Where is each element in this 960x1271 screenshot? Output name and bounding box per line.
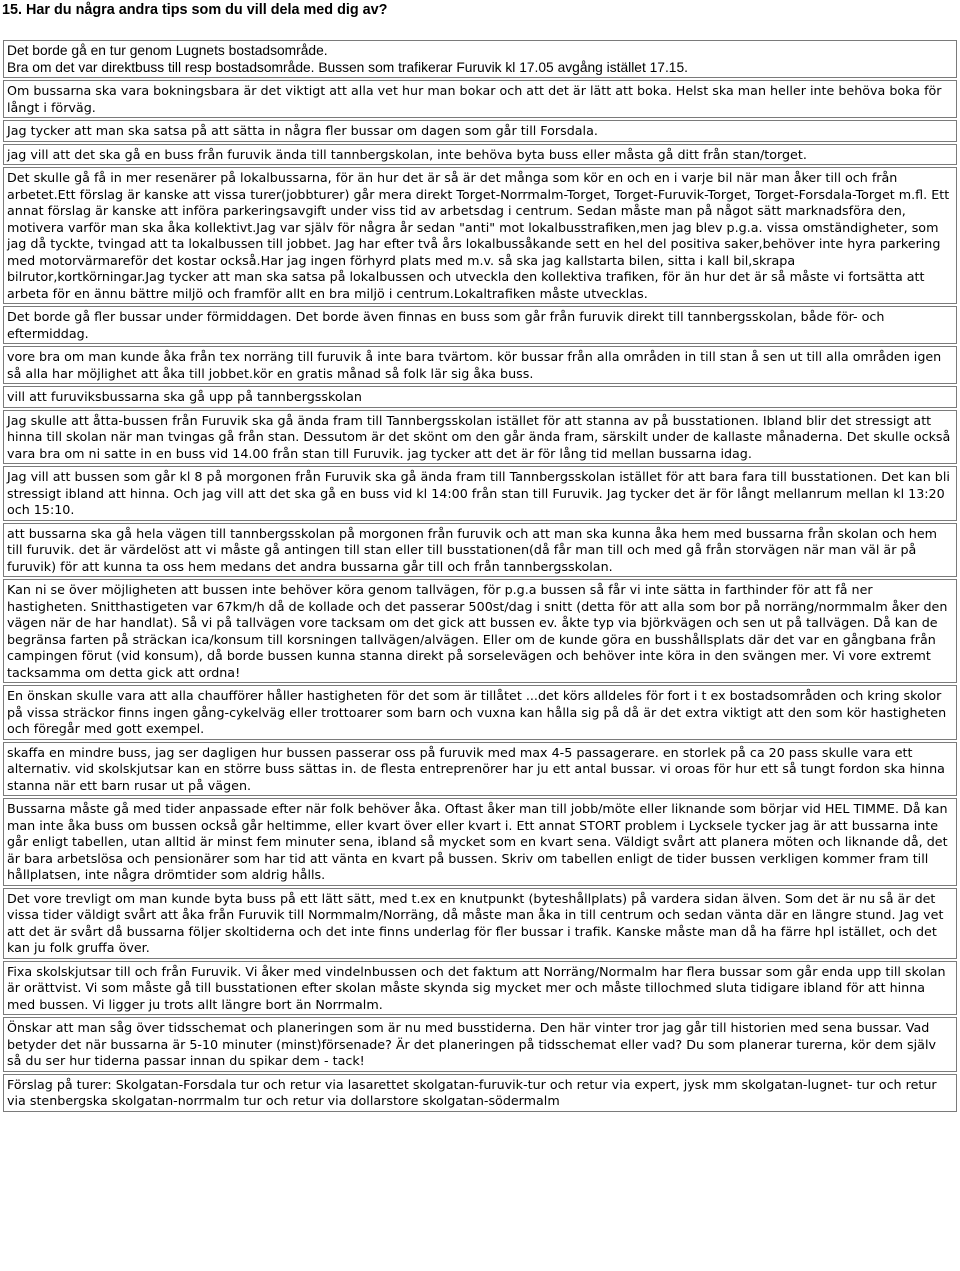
answer-text: Det vore trevligt om man kunde byta buss på ett lätt sätt, med t.ex en knutpunkt (byteshållplats) på vardera sidan älven. Som det är nu så är det vissa tider väldigt svårt att åka från Furuvik till Normmalm/Norräng, då måste man åka in till centrum och sedan vänta där en längre stund. Jag vet att det är svårt då bussarna följer skoltiderna och det inte finns underlag för fler bussar i trafik. Kanske måste man då ha färre hpl istället, och det kan ju folk gruffa över. <box>7 890 944 955</box>
answer-box <box>3 80 957 118</box>
answer-box <box>3 346 957 384</box>
answer-text: Det borde gå en tur genom Lugnets bostadsområde. <box>7 43 328 58</box>
answer-text: Det skulle gå få in mer resenärer på lokalbussarna, för än hur det är så är det många som kör en och en i varje bil när man åker till och från arbetet.Ett förslag är kanske att vissa turer(jobbturer) går mera direkt Torget-Norrmalm-Torget, Torget-Furuvik-Torget, Torget-Forsdala-Torget m.fl. Ett annat förslag är kanske att införa parkeringsavgift under viss tid av arbetsdag i centrum. Sedan måste man på något sätt marknadsföra den, motivera varför man ska åka kollektivt.Jag var själv för några år sedan "anti" mot lokalbusstrafiken,men jag blev p.g.a. vissa omständigheter, som jag då tyckte, tvingad att ta lokalbussen till jobbet. Jag har efter två års lokalbussåkande sett en hel del positiva saker,behöver inte hyra parkering med motorvärmareför det kostar också.Har jag ingen förhyrd plats med m.v. så ska jag kallstarta bilen, sitta i kall bil,skrapa bilrutor,kortkörningar.Jag tycker att man ska satsa på lokalbussen och utveckla den kollektiva trafiken, för än hur det är så måste vi fortsätta att arbeta för en ännu bättre miljö och framför allt en bra miljö i centrum.Lokaltrafiken måste utvecklas. <box>7 170 950 301</box>
answer-box <box>3 1074 957 1112</box>
answer-box <box>3 120 957 142</box>
answer-text: Om bussarna ska vara bokningsbara är det viktigt att alla vet hur man bokar och att det är lätt att boka. Helst ska man heller inte behöva boka för långt i förväg. <box>7 83 942 115</box>
answer-text: Jag tycker att man ska satsa på att sätta in några fler bussar om dagen som går till Forsdala. <box>7 123 598 138</box>
answer-text: Kan ni se över möjligheten att bussen inte behöver köra genom tallvägen, för p.g.a bussen så får vi inte sätta in farthinder för att få ner hastigheten. Snitthastigeten var 67km/h då de kollade och det passerar 500st/dag i snitt (detta för att alla som bor på norräng/normmalm åker den vägen när de har handlat). Så vi på tallvägen vore tacksam om det gick att bussen ev. åkte typ via björkvägen och sen ut på tallvägen. Då kan de begränsa farten på sträckan ica/konsum till korsningen tallvägen/alvägen. Eller om de kunde göra en busshållsplats där det var en gångbana från campingen förut (vid konsum), då borde bussen kunna stanna direkt på sorselevägen och behöver inte köra in den svängen mer. Vi vore extremt tacksamma om detta gick att ordna! <box>7 582 948 680</box>
answer-text: Jag skulle att åtta-bussen från Furuvik ska gå ända fram till Tannbergsskolan istället för att stanna av på busstationen. Ibland blir det stressigt att hinna till skolan när man tvingas gå från stan. Dessutom är det skönt om den går ända fram, särskilt under de kallaste månaderna. Det skulle också vara bra om ni satte in en buss vid 14.00 från stan till Furuvik. jag tycker att det är för lång tid mellan bussarna idag. <box>7 412 951 461</box>
answer-text: Bra om det var direktbuss till resp bostadsområde. Bussen som trafikerar Furuvik kl 17.05 avgång istället 17.15. <box>7 59 688 75</box>
answer-text: vore bra om man kunde åka från tex norräng till furuvik å inte bara tvärtom. kör bussar från alla områden in till stan å sen ut till alla områden igen så alla har möjlighet att åka till jobbet.kör en gratis månad så folk lär sig åka buss. <box>7 349 942 381</box>
answer-text: skaffa en mindre buss, jag ser dagligen hur bussen passerar oss på furuvik med max 4-5 passagerare. en storlek på ca 20 pass skulle vara ett alternativ. vid skolskjutsar kan en större buss sättas in. de flesta entreprenörer har ju ett antal bussar. vi oroas för hur ett så tungt fordon ska hinna stanna när ett barn rusar ut på vägen. <box>7 744 945 793</box>
answer-box <box>3 40 957 78</box>
answer-box <box>3 306 957 344</box>
answer-box <box>3 888 957 959</box>
answer-box <box>3 466 957 521</box>
answers-list <box>3 40 957 1114</box>
answer-box <box>3 167 957 304</box>
answer-text: Jag vill att bussen som går kl 8 på morgonen från Furuvik ska gå ända fram till Tannbergsskolan istället för att bara fara till busstationen. Det kan bli stressigt ibland att hinna. Och jag vill att det ska gå en buss vid kl 14:00 från stan till Furuvik. Jag tycker det är för långt mellanrum mellan kl 13:20 och 15:10. <box>7 469 950 517</box>
answer-box <box>3 961 957 1016</box>
answer-box <box>3 410 957 465</box>
answer-text: Bussarna måste gå med tider anpassade efter när folk behöver åka. Oftast åker man till jobb/möte eller liknande som börjar vid HEL TIMME. Då kan man inte åka buss om bussen också går heltimme, eller kvart över eller kvart i. Ett annat STORT problem i Lycksele tycker jag är att bussarna inte går enligt tabellen, utan alltid är minst fem minuter sena, ibland så mycket som en kvart sena. Väldigt svårt att planera möten och liknande då, det är bara arbetslösa och pensionärer som har tid att vänta en kvart på bussen. Skriv om tabellen enligt de tider bussen verkligen kommer fram till hållplatsen, inte några drömtider som aldrig hålls. <box>7 801 948 882</box>
answer-box <box>3 685 957 740</box>
answer-text: Förslag på turer: Skolgatan-Forsdala tur och retur via lasarettet skolgatan-furuvik-tur och retur via expert, jysk mm skolgatan-lugnet- tur och retur via stenbergska skolgatan-norrmalm tur och retur via dollarstore skolgatan-södermalm <box>7 1076 937 1108</box>
answer-text: Det borde gå fler bussar under förmiddagen. Det borde även finnas en buss som går från furuvik direkt till tannbergsskolan, både för- och eftermiddag. <box>7 309 885 341</box>
answer-box <box>3 798 957 886</box>
answer-text: Önskar att man såg över tidsschemat och planeringen som är nu med busstiderna. Den här vinter tror jag går till historien med sena bussar. Vad betyder det när bussarna är 5-10 minuter (minst)försenade? Är det planeringen på tidsschemat eller vad? Du som planerar turerna, kör dem själv så du ser hur tiderna passar innan du spikar dem - tack! <box>7 1020 936 1068</box>
answer-box <box>3 523 957 578</box>
answer-text: Fixa skolskjutsar till och från Furuvik. Vi åker med vindelnbussen och det faktum att Norräng/Normalm har flera bussar som går enda upp till skolan är orättvist. Vi som måste gå till busstationen efter skolan måste skynda sig mycket mer och måste tillochmed sluta tidigare ibland för att hinna med bussen. Vi ligger ju trots allt längre bort än Norrmalm. <box>7 963 946 1012</box>
answer-text: En önskan skulle vara att alla chaufförer håller hastigheten för det som är tillåtet ...det körs alldeles för fort i t ex bostadsområden och kring skolor på vissa sträckor finns ingen gång-cykelväg eller trottoarer som barn och vuxna kan hålla sig på då är det extra viktigt att den som kör hastigheten och föregår med gott exempel. <box>7 688 947 736</box>
answer-text: jag vill att det ska gå en buss från furuvik ända till tannbergskolan, inte behöva byta buss eller måsta gå ditt från stan/torget. <box>7 146 807 162</box>
question-title: 15. Har du några andra tips som du vill dela med dig av? <box>2 2 388 18</box>
answer-box <box>3 1017 957 1072</box>
answer-text: vill att furuviksbussarna ska gå upp på tannbergsskolan <box>7 389 362 404</box>
answer-box <box>3 742 957 797</box>
answer-box <box>3 579 957 683</box>
answer-box <box>3 144 957 166</box>
answer-box <box>3 386 957 408</box>
answer-text: att bussarna ska gå hela vägen till tannbergsskolan på morgonen från furuvik och att man ska kunna åka hem med bussarna från skolan och hem till furuvik. det är värdelöst att vi måste gå antingen till stan eller till busstationen(då får man till och med gå från storvägen när man väl är på furuvik) för att kunna ta oss hem medans det andra bussarna går till och från tannbergsskolan. <box>7 525 938 574</box>
